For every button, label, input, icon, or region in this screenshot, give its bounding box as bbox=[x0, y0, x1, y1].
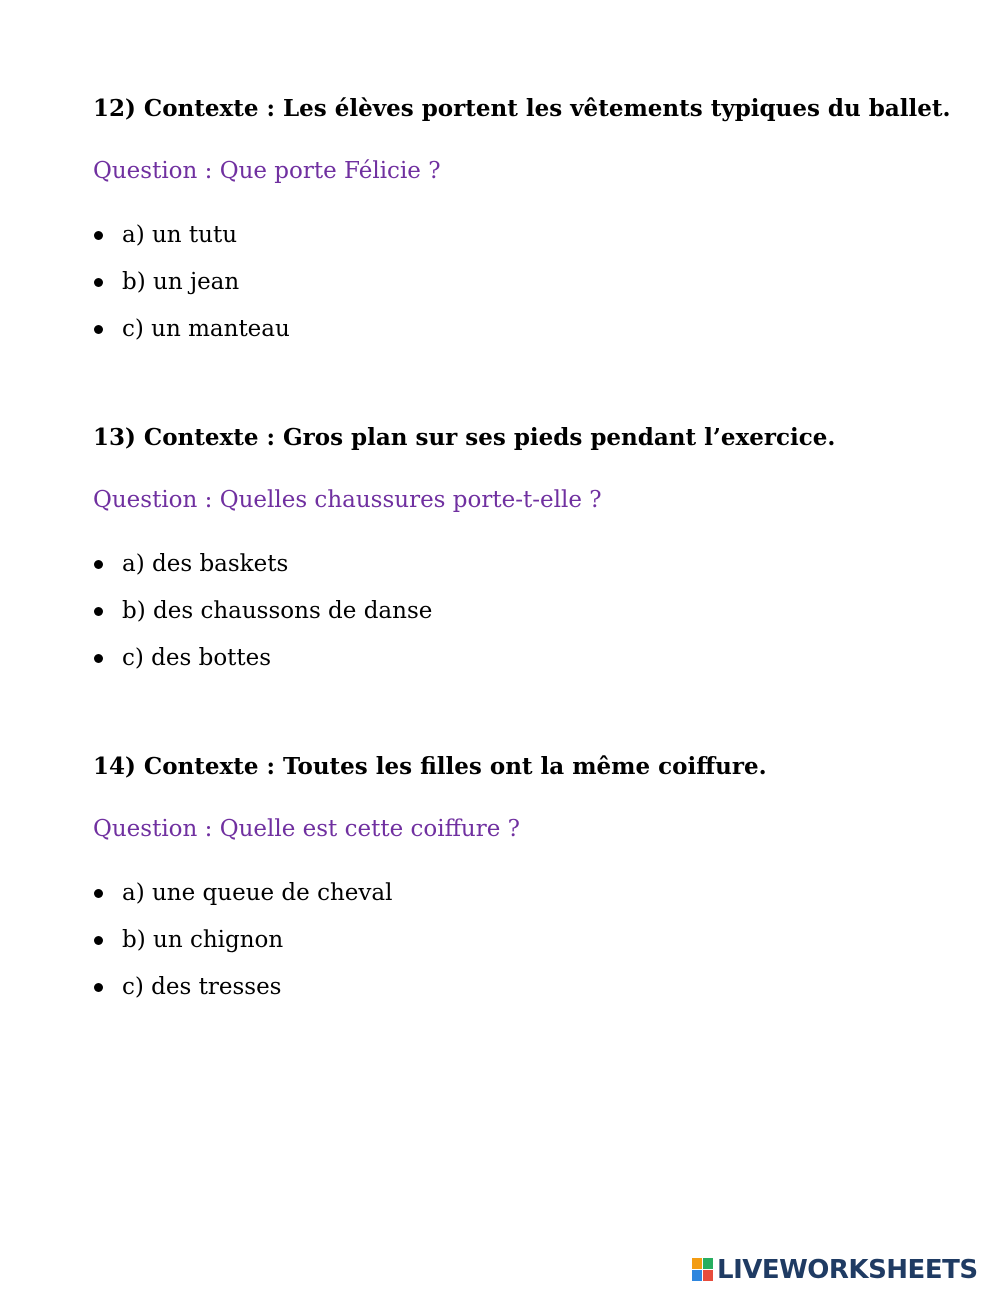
option-list bbox=[93, 217, 953, 358]
context-text: 12) Contexte : Les élèves portent les vêtements typiques du ballet. bbox=[93, 95, 951, 122]
question-text: Question : Quelle est cette coiffure ? bbox=[93, 816, 520, 842]
option-label: c) des bottes bbox=[122, 645, 272, 671]
option-label: c) des tresses bbox=[122, 974, 282, 1000]
context-text: 14) Contexte : Toutes les filles ont la même coiffure. bbox=[93, 753, 767, 780]
option-list bbox=[93, 875, 953, 1016]
option-item[interactable] bbox=[93, 311, 953, 358]
option-item[interactable] bbox=[93, 922, 953, 969]
bullet-icon bbox=[94, 983, 103, 992]
option-label: b) un chignon bbox=[122, 927, 284, 953]
liveworksheets-logo-icon bbox=[692, 1258, 714, 1282]
option-item[interactable] bbox=[93, 640, 953, 687]
option-item[interactable] bbox=[93, 546, 953, 593]
bullet-icon bbox=[94, 889, 103, 898]
option-item[interactable] bbox=[93, 593, 953, 640]
logo-text: LIVEWORKSHEETS bbox=[717, 1255, 978, 1285]
option-label: a) des baskets bbox=[122, 551, 289, 577]
bullet-icon bbox=[94, 278, 103, 287]
option-item[interactable] bbox=[93, 875, 953, 922]
option-label: a) un tutu bbox=[122, 222, 238, 248]
option-item[interactable] bbox=[93, 969, 953, 1016]
option-item[interactable] bbox=[93, 264, 953, 311]
option-list bbox=[93, 546, 953, 687]
question-block-14 bbox=[93, 749, 953, 1078]
liveworksheets-logo bbox=[692, 1254, 978, 1286]
option-item[interactable] bbox=[93, 217, 953, 264]
question-block-13 bbox=[93, 420, 953, 749]
option-label: c) un manteau bbox=[122, 316, 290, 342]
bullet-icon bbox=[94, 325, 103, 334]
bullet-icon bbox=[94, 231, 103, 240]
question-text: Question : Que porte Félicie ? bbox=[93, 158, 441, 184]
option-label: b) des chaussons de danse bbox=[122, 598, 433, 624]
option-label: a) une queue de cheval bbox=[122, 880, 393, 906]
context-text: 13) Contexte : Gros plan sur ses pieds pendant l’exercice. bbox=[93, 424, 836, 451]
bullet-icon bbox=[94, 607, 103, 616]
worksheet-page bbox=[93, 91, 953, 1078]
bullet-icon bbox=[94, 654, 103, 663]
question-text: Question : Quelles chaussures porte-t-elle ? bbox=[93, 487, 602, 513]
option-label: b) un jean bbox=[122, 269, 240, 295]
bullet-icon bbox=[94, 936, 103, 945]
bullet-icon bbox=[94, 560, 103, 569]
question-block-12 bbox=[93, 91, 953, 420]
